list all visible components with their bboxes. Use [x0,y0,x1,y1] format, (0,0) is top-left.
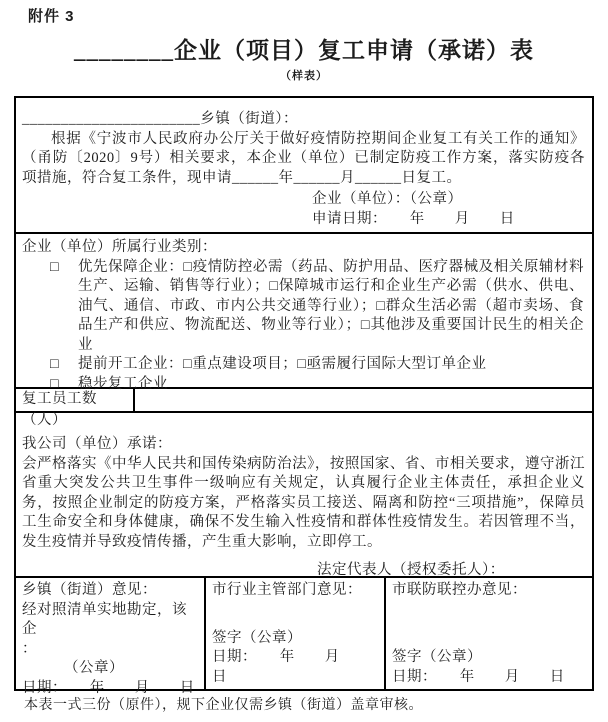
addressee-line [22,110,585,130]
checkbox-icon: □ [50,258,60,275]
industry-option-early-start [22,355,584,375]
opinion-title: 市联防联控办意见： [392,582,527,598]
date-line: 日期： 年 月 日 [212,649,370,685]
workers-count-label: 复工员工数（人） [16,389,135,411]
opinion-column-town [16,578,206,696]
legal-representative-line: 法定代表人（授权委托人）： [317,562,505,578]
industry-option-priority [22,258,584,356]
form-title-blank: ________ [74,38,174,63]
seal-line: （公章） [64,660,124,676]
opinion-column-joint-control [386,578,592,689]
workers-count-row [16,387,592,428]
date-line: 日期： 年 月 日 [392,668,565,685]
industry-option-text: 稳步复工企业 [78,375,168,392]
form-box [14,96,594,696]
promise-title: 我公司（单位）承诺： [22,436,172,452]
company-seal-line: 企业（单位）：（公章） [312,191,463,207]
promise-section [16,411,592,576]
attachment-label: 附件 3 [28,8,75,25]
form-title [0,32,608,65]
opinion-title: 乡镇（街道）意见： [22,582,157,598]
intro-paragraph: 根据《宁波市人民政府办公厅关于做好疫情防控期间企业复工有关工作的通知》（甬防〔2020〕9号）相关要求，本企业（单位）已制定防疫工作方案，落实防疫各项措施，符合复工条件，现申请______年______月______日复工。 [22,130,585,186]
workers-count-value [135,389,592,411]
seal-line: 签字（公章） [392,649,482,665]
form-title-text: 企业（项目）复工申请（承诺）表 [174,38,534,63]
form-subtitle: （样表） [280,70,328,82]
opinion-body-line: ： [22,640,37,657]
apply-date-line: 申请日期： 年 月 日 [312,210,515,227]
opinion-body-line: 经对照清单实地勘定，该企 [22,601,187,637]
date-line: 日期： 年 月 日 [22,679,195,696]
opinions-section [16,576,592,696]
opinion-column-industry-dept [206,578,386,689]
company-seal-block [312,190,585,229]
checkbox-icon: □ [50,375,60,392]
promise-body: 会严格落实《中华人民共和国传染病防治法》，按照国家、省、市相关要求，遵守浙江省重大突发公共卫生事件一级响应有关规定，认真履行企业主体责任，承担企业义务，按照企业制定的防疫方案，严格落实员工接送、隔离和防控“三项措施”，保障员工生命安全和身体健康，确保不发生输入性疫情和群体性疫情发生。若因管理不当，发生疫情并导致疫情传播，产生重大影响，立即停工。 [22,455,585,550]
opinion-title: 市行业主管部门意见： [212,582,362,598]
seal-line: 签字（公章） [212,629,302,646]
industry-section [16,232,592,392]
industry-section-title: 企业（单位）所属行业类别： [22,239,217,255]
footer-note: 本表一式三份（原件），规下企业仅需乡镇（街道）盖章审核。 [24,696,423,712]
addressee-label: 乡镇（街道）： [200,111,298,127]
addressee-blank: _______________________ [22,111,201,127]
header-section [16,98,592,232]
industry-option-text: 提前开工企业：□重点建设项目；□亟需履行国际大型订单企业 [78,356,487,372]
checkbox-icon: □ [50,356,60,372]
industry-option-text: 优先保障企业：□疫情防控必需（药品、防护用品、医疗器械及相关原辅材料生产、运输、销售等行业）；□保障城市运行和企业生产必需（供水、供电、油气、通信、市政、市内公共交通等行业）；□群众生活必需（超市卖场、食品生产和供应、物流配送、物业等行业）；□其他涉及重要国计民生的相关企业 [78,258,584,353]
